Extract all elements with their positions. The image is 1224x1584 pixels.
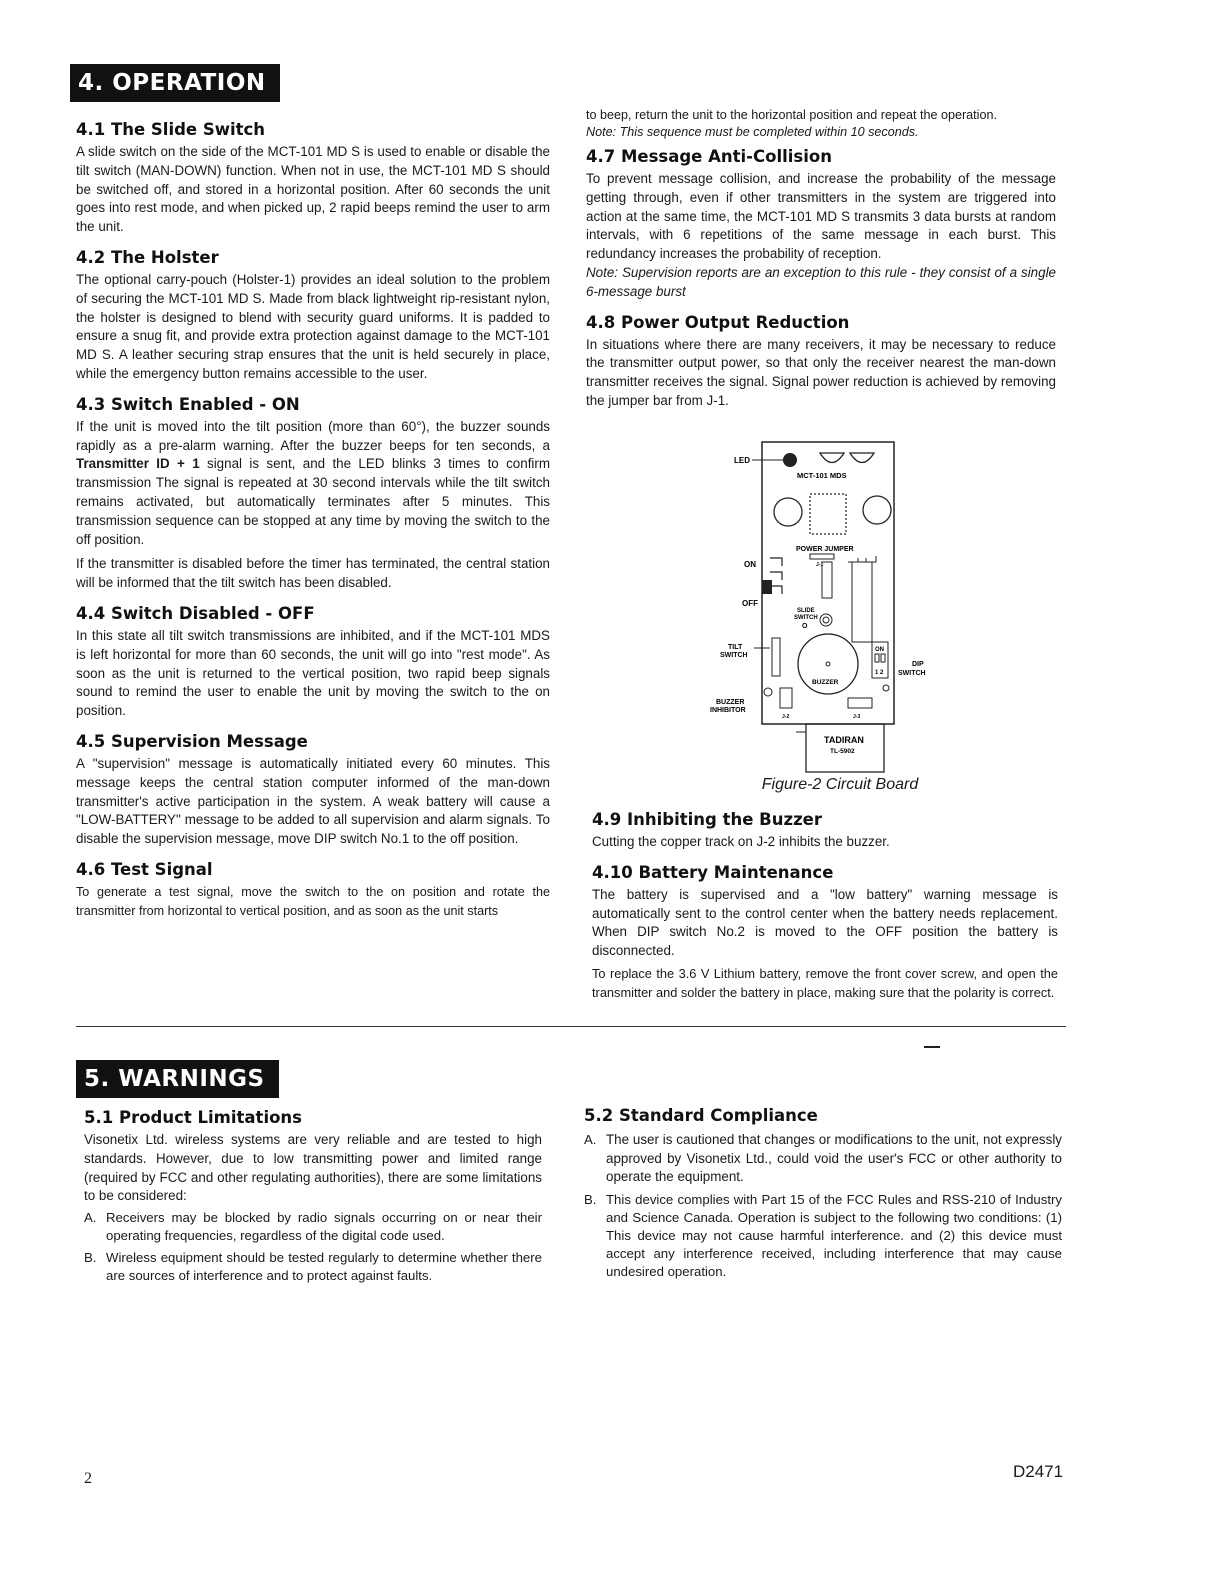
led-label: LED	[734, 456, 750, 465]
slide-switch	[762, 580, 772, 594]
text-4-3	[76, 418, 550, 550]
section-banner-operation: 4. OPERATION	[70, 64, 280, 102]
on-label: ON	[744, 560, 756, 569]
right-column-lower	[592, 810, 1058, 1014]
model-label: MCT-101 MDS	[797, 471, 847, 480]
list-marker: B.	[584, 1191, 597, 1207]
off-label: OFF	[742, 599, 758, 608]
heading-4-7: 4.7 Message Anti-Collision	[586, 147, 832, 166]
text-4-4: In this state all tilt switch transmissions are inhibited, and if the MCT-101 MDS is left horizontal for more than 60 seconds, the unit will go into "rest mode". As soon as the unit is returned to the vertical position, two rapid beep signals sound to remind the user to enable the unit by moving the switch to the on position.	[76, 627, 550, 719]
text-4-2: The optional carry-pouch (Holster-1) provides an ideal solution to the problem of securing the MCT-101 MD S. Made from black lightweight rip-resistant nylon, the holster is designed to blend with security guard uniforms. It is padded to ensure a snug fit, and provide extra protection against damage to the MCT-101 MD S. A leather securing strap ensures that the unit is held securely in place, while the emergency button remains accessible to the user.	[76, 271, 550, 381]
page-number: 2	[84, 1470, 92, 1487]
heading-4-2: 4.2 The Holster	[76, 247, 219, 267]
right-column-operation	[586, 107, 1056, 422]
text-4-6-cont: to beep, return the unit to the horizontal position and repeat the operation.	[586, 108, 997, 122]
tilt-switch	[772, 638, 780, 676]
section-4-6	[76, 860, 550, 921]
left-column-warnings	[84, 1108, 542, 1289]
slide-label: SLIDE	[797, 608, 815, 614]
left-column-operation	[76, 120, 550, 932]
slide-switch-label: SWITCH	[794, 615, 818, 621]
dip-switch-label: SWITCH	[898, 670, 926, 677]
text-5-1: Visonetix Ltd. wireless systems are very reliable and are tested to high standards. However, due to low transmitting power and limited range (required by FCC and other regulating authorities), there are some limitations to be considered:	[84, 1132, 542, 1204]
figure-caption: Figure-2 Circuit Board	[761, 776, 919, 793]
list-item	[84, 1209, 542, 1245]
tilt-switch-label: SWITCH	[720, 652, 748, 659]
text-4-7: To prevent message collision, and increase the probability of the message getting through, even if other transmitters in the system are triggered into action at the same time, the MCT-101 MD S transmits 3 data bursts at random intervals, with 6 repetitions of the same message in each burst. This redundancy increases the probability of reception.	[586, 171, 1056, 262]
heading-5-2: 5.2 Standard Compliance	[584, 1106, 818, 1125]
list-text: Wireless equipment should be tested regularly to determine whether there are sources of interference and to protect against faults.	[106, 1250, 542, 1284]
heading-4-9: 4.9 Inhibiting the Buzzer	[592, 810, 823, 829]
section-4-9	[592, 810, 1058, 852]
section-divider	[76, 1026, 1066, 1027]
text-4-9: Cutting the copper track on J-2 inhibits the buzzer.	[592, 834, 890, 849]
circuit-board-diagram	[700, 436, 950, 776]
j2-jumper	[780, 688, 792, 708]
battery-model-label: TL-5902	[830, 748, 855, 755]
heading-4-5: 4.5 Supervision Message	[76, 731, 308, 751]
note-4-7: Note: Supervision reports are an exception to this rule - they consist of a single 6-message burst	[586, 264, 1056, 299]
text-4-10: The battery is supervised and a "low battery" warning message is automatically sent to the control center when the battery needs replacement. When DIP switch No.2 is moved to the OFF position the battery is disconnected.	[592, 886, 1058, 959]
text-4-3-a: If the unit is moved into the tilt position (more than 60°), the buzzer sounds rapidly as a pre-alarm warning. After the buzzer beeps for ten seconds, a	[76, 418, 550, 453]
heading-4-10: 4.10 Battery Maintenance	[592, 862, 834, 882]
battery-brand-label: TADIRAN	[824, 735, 864, 745]
divider-tick	[924, 1046, 940, 1048]
list-text: The user is cautioned that changes or modifications to the unit, not expressly approved by Visonetix Ltd., could void the user's FCC or other authority to operate the equipment.	[606, 1132, 1062, 1184]
heading-4-3: 4.3 Switch Enabled - ON	[76, 394, 300, 414]
document-id: D2471	[1013, 1462, 1064, 1481]
heading-4-8: 4.8 Power Output Reduction	[586, 312, 850, 332]
list-marker: B.	[84, 1250, 97, 1266]
section-banner-warnings: 5. WARNINGS	[76, 1060, 279, 1098]
section-4-2	[76, 248, 550, 384]
inhibitor-label: INHIBITOR	[710, 707, 746, 714]
buzzer-inhibitor-label: BUZZER	[716, 699, 745, 706]
text-4-3-bold: Transmitter ID + 1	[76, 456, 200, 472]
section-4-3	[76, 395, 550, 593]
text-4-6: To generate a test signal, move the switch to the on position and rotate the transmitter from horizontal to vertical position, and as soon as the unit starts	[76, 884, 550, 918]
j3-label: J-3	[853, 714, 861, 720]
buzzer-center-label: BUZZER	[812, 679, 839, 686]
section-4-7	[586, 147, 1056, 302]
text-4-3-c: signal is sent, and the LED blinks 3 times to confirm transmission The signal is repeated at 30 second intervals while the tilt switch remains activated, but automatically terminates after 5 minutes. This transmission sequence can be stopped at any time by moving the switch to the off position.	[76, 456, 550, 547]
power-jumper-label: POWER JUMPER	[796, 546, 854, 553]
section-4-8	[586, 313, 1056, 411]
text-4-5: A "supervision" message is automatically initiated every 60 minutes. This message keeps the central station computer informed of the man-down transmitter's active participation in the system. A weak battery will cause a "LOW-BATTERY" message to be added to all supervision and alarm signals. To disable the supervision message, move DIP switch No.1 to the off position.	[76, 755, 550, 847]
text-4-8: In situations where there are many receivers, it may be necessary to reduce the transmitter output power, so that only the receiver nearest the man-down transmitter receives the signal. Signal power reduction is achieved by removing the jumper bar from J-1.	[586, 336, 1056, 408]
j1-label: J-1	[816, 562, 824, 568]
text-4-1: A slide switch on the side of the MCT-101 MD S is used to enable or disable the tilt switch (MAN-DOWN) function. When not in use, the MCT-101 MD S should be switched off, and stored in a horizontal position. After 60 seconds the unit goes into rest mode, and when picked up, 2 rapid beeps remind the user to arm the unit.	[76, 144, 550, 235]
heading-4-6: 4.6 Test Signal	[76, 859, 213, 879]
text-4-3-p2: If the transmitter is disabled before the timer has terminated, the central station will be informed that the tilt switch has been disabled.	[76, 556, 550, 591]
text-4-10-p2: To replace the 3.6 V Lithium battery, remove the front cover screw, and open the transmitter and solder the battery in place, making sure that the polarity is correct.	[592, 965, 1058, 1000]
list-5-2	[584, 1131, 1062, 1281]
section-4-1	[76, 120, 550, 237]
dip-nums-label: 1 2	[875, 670, 884, 676]
j2-label: J-2	[782, 714, 790, 720]
list-5-1	[84, 1209, 542, 1285]
section-4-10	[592, 863, 1058, 1003]
j3-jumper	[848, 698, 872, 708]
tilt-label: TILT	[728, 644, 743, 651]
section-4-6-cont	[586, 107, 1056, 141]
list-item	[584, 1191, 1062, 1281]
heading-5-1: 5.1 Product Limitations	[84, 1108, 302, 1127]
list-item	[584, 1131, 1062, 1187]
section-4-4	[76, 604, 550, 721]
list-item	[84, 1249, 542, 1285]
heading-4-1: 4.1 The Slide Switch	[76, 120, 266, 139]
dip-on-label: ON	[875, 647, 884, 653]
right-column-warnings	[584, 1106, 1062, 1285]
dip-label: DIP	[912, 661, 924, 668]
list-text: Receivers may be blocked by radio signals occurring on or near their operating frequencies, regardless of the digital code used.	[106, 1210, 542, 1244]
list-marker: A.	[584, 1132, 597, 1147]
note-4-6: Note: This sequence must be completed within 10 seconds.	[586, 125, 919, 139]
slide-o-label: O	[802, 623, 808, 630]
led-indicator	[783, 453, 797, 467]
list-text: This device complies with Part 15 of the FCC Rules and RSS-210 of Industry and Science Canada. Operation is subject to the following two conditions: (1) This device may not cause harmful interference. and (2) this device must accept any interference received, including interference that may cause undesired operation.	[606, 1191, 1062, 1279]
heading-4-4: 4.4 Switch Disabled - OFF	[76, 603, 315, 623]
figure-circuit-board	[700, 436, 950, 800]
list-marker: A.	[84, 1210, 97, 1226]
section-4-5	[76, 732, 550, 849]
